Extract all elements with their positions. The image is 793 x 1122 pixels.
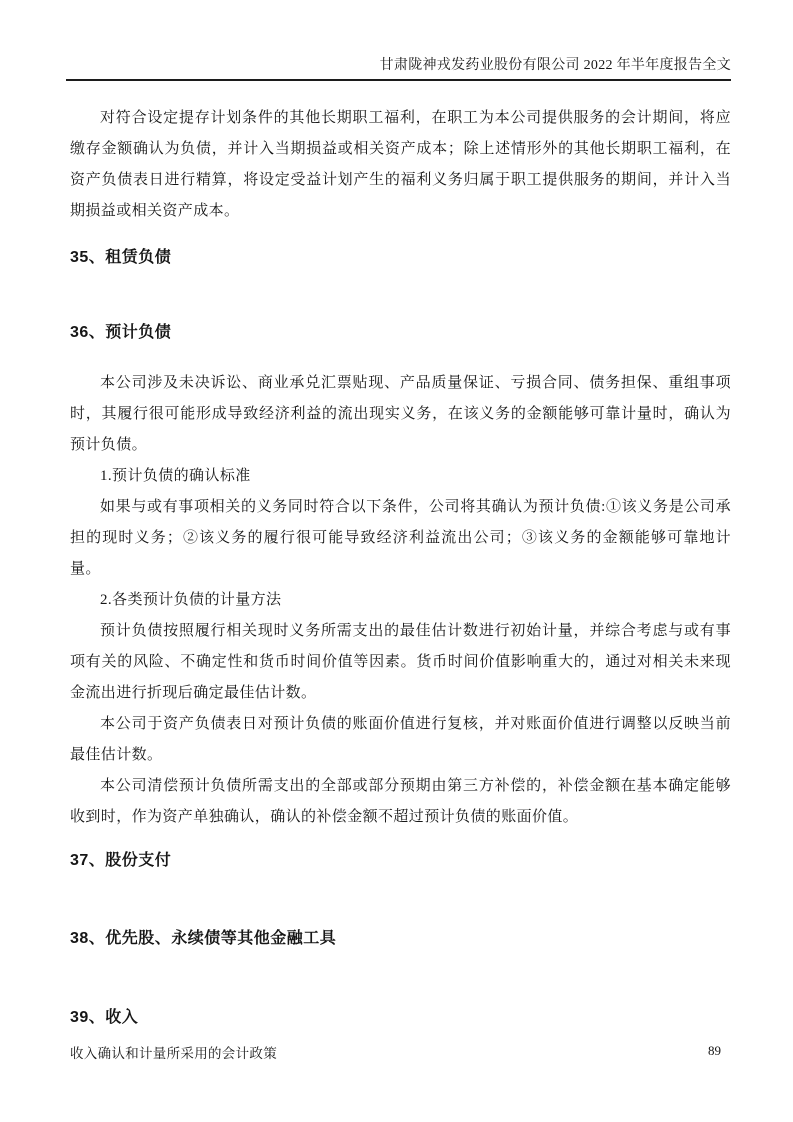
page-header xyxy=(66,0,731,81)
revenue-policy-subtitle: 收入确认和计量所采用的会计政策 xyxy=(70,1046,277,1061)
paragraph-recognition-conditions: 如果与或有事项相关的义务同时符合以下条件，公司将其确认为预计负债:①该义务是公司承担的现时义务；②该义务的履行很可能导致经济利益流出公司；③该义务的金额能够可靠地计量。 xyxy=(70,499,731,577)
section-title-revenue: 39、收入 xyxy=(70,1009,139,1026)
section-title-share-payment: 37、股份支付 xyxy=(70,852,172,869)
paragraph-balance-sheet-review: 本公司于资产负债表日对预计负债的账面价值进行复核，并对账面价值进行调整以反映当前最佳估计数。 xyxy=(70,716,731,763)
header-title: 甘肃陇神戎发药业股份有限公司 2022 年半年度报告全文 xyxy=(379,58,731,73)
paragraph-recognition-standard-title: 1.预计负债的确认标准 xyxy=(100,468,251,484)
paragraph-initial-measurement: 预计负债按照履行相关现时义务所需支出的最佳估计数进行初始计量，并综合考虑与或有事项有关的风险、不确定性和货币时间价值等因素。货币时间价值影响重大的，通过对相关未来现金流出进行折现后确定最佳估计数。 xyxy=(70,623,731,701)
paragraph-third-party-compensation: 本公司清偿预计负债所需支出的全部或部分预期由第三方补偿的，补偿金额在基本确定能够收到时，作为资产单独确认，确认的补偿金额不超过预计负债的账面价值。 xyxy=(70,778,731,825)
section-title-estimated-liabilities: 36、预计负债 xyxy=(70,324,172,341)
page-number: 89 xyxy=(708,1043,721,1058)
paragraph-measurement-method-title: 2.各类预计负债的计量方法 xyxy=(100,592,282,608)
page-body xyxy=(70,103,731,1062)
paragraph-employee-benefits: 对符合设定提存计划条件的其他长期职工福利，在职工为本公司提供服务的会计期间，将应缴存金额确认为负债，并计入当期损益或相关资产成本；除上述情形外的其他长期职工福利，在资产负债表日进行精算，将设定受益计划产生的福利义务归属于职工提供服务的期间，并计入当期损益或相关资产成本。 xyxy=(70,110,731,219)
paragraph-estimated-liabilities-intro: 本公司涉及未决诉讼、商业承兑汇票贴现、产品质量保证、亏损合同、债务担保、重组事项时，其履行很可能形成导致经济利益的流出现实义务，在该义务的金额能够可靠计量时，确认为预计负债。 xyxy=(70,375,731,453)
section-title-preferred-shares: 38、优先股、永续债等其他金融工具 xyxy=(70,930,337,947)
section-title-lease-liabilities: 35、租赁负债 xyxy=(70,249,172,266)
